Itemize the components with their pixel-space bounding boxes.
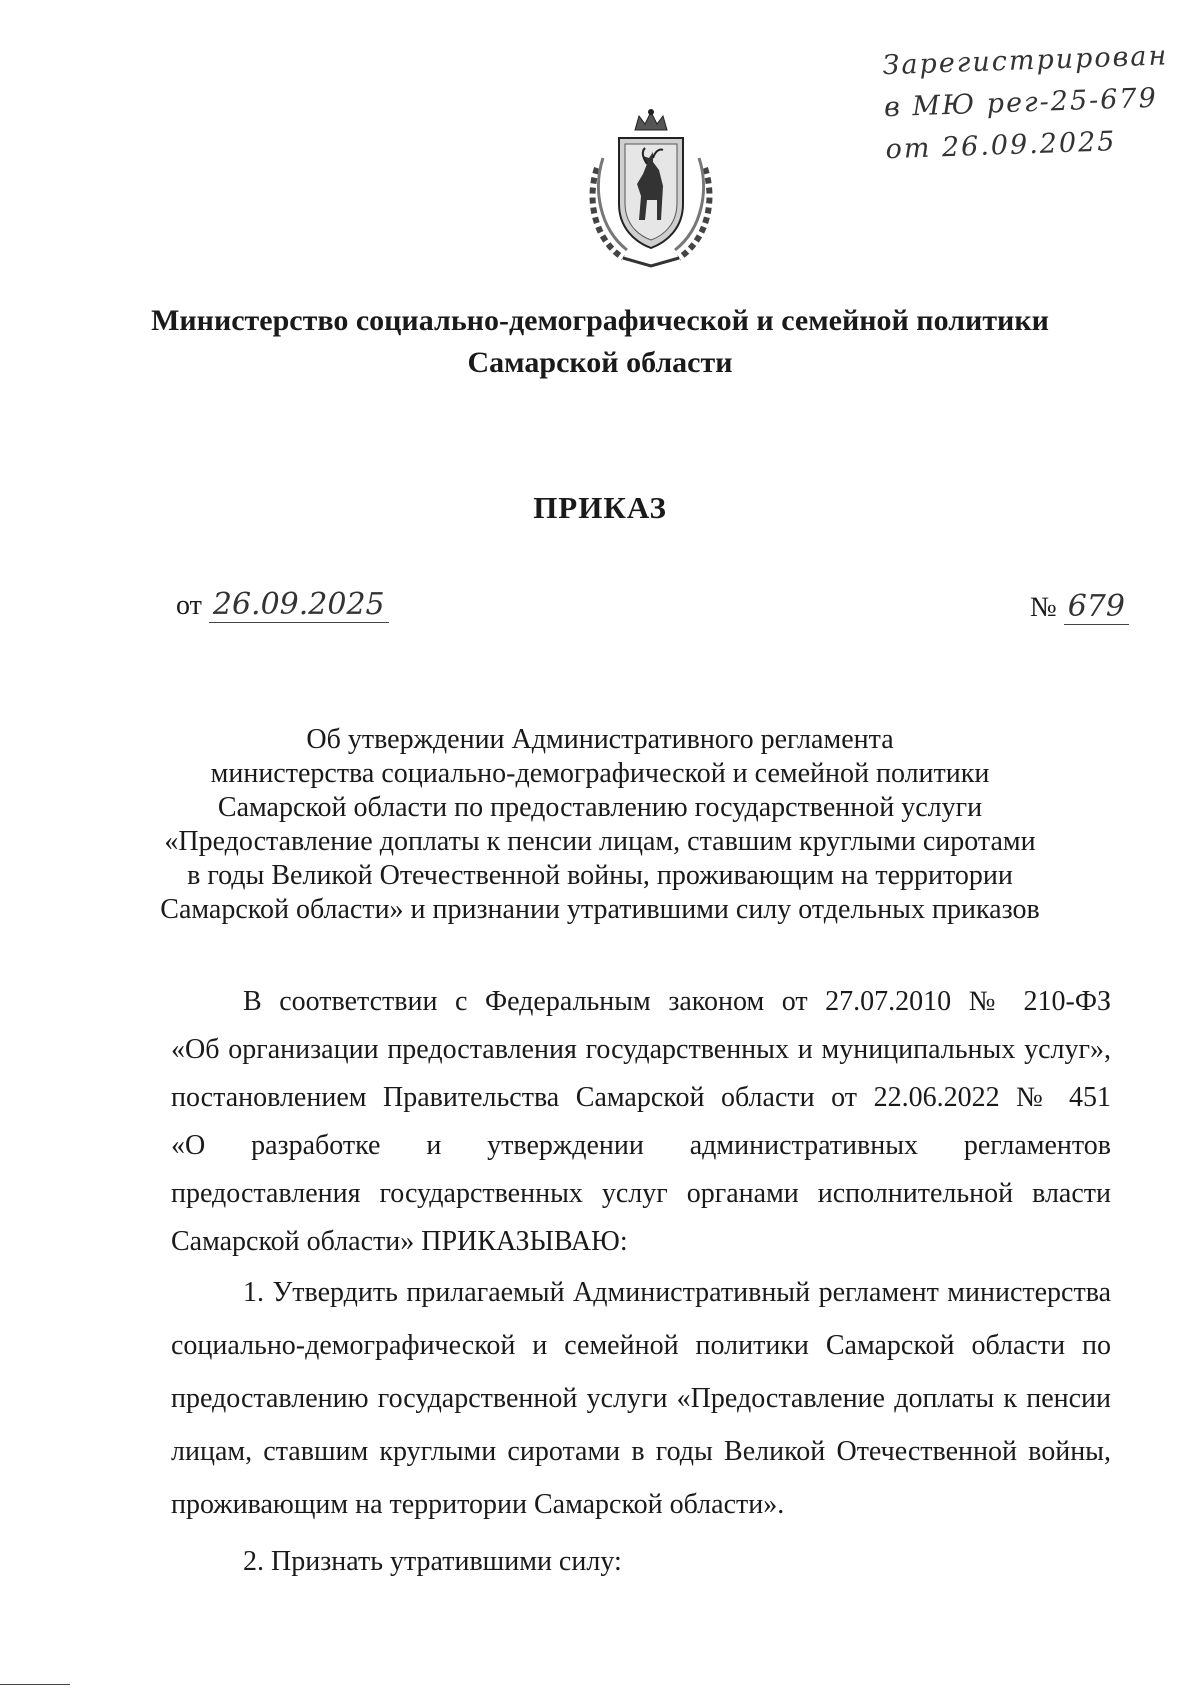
ministry-name (0, 300, 1200, 384)
preamble-paragraph (171, 978, 1111, 1266)
ministry-name-line: Самарской области (467, 346, 733, 379)
subject-line: министерства социально-демографической и семейной политики (210, 758, 990, 789)
document-date (176, 588, 389, 623)
subject-line: «Предоставление доплаты к пенсии лицам, ставшим круглыми сиротами (164, 826, 1036, 857)
subject-line: Самарской области по предоставлению государственной услуги (217, 792, 983, 823)
date-prefix: от (176, 590, 202, 621)
document-subject (120, 723, 1080, 927)
number-value: 679 (1064, 590, 1129, 625)
preamble-line: «О разработке и утверждении административных регламентов (171, 1130, 1111, 1161)
document-number (1030, 590, 1129, 625)
registration-note-line: Зарегистрирован (882, 40, 1169, 82)
preamble-line: постановлением Правительства Самарской области от 22.06.2022 № 451 (171, 1082, 1111, 1113)
registration-note (882, 35, 1186, 171)
preamble-line: В соответствии с Федеральным законом от 27.07.2010 № 210-ФЗ (243, 986, 1111, 1017)
number-prefix: № (1030, 592, 1057, 623)
document-title: ПРИКАЗ (533, 490, 667, 525)
registration-note-line: от 26.09.2025 (884, 126, 1117, 166)
samara-coat-of-arms-icon (583, 108, 719, 268)
preamble-line: предоставления государственных услуг органами исполнительной власти (171, 1178, 1111, 1209)
preamble-line: «Об организации предоставления государственных и муниципальных услуг», (171, 1034, 1111, 1065)
order-item: 2. Признать утратившими силу: (243, 1546, 622, 1577)
document-body (171, 978, 1111, 1588)
preamble-line: Самарской области» ПРИКАЗЫВАЮ: (171, 1226, 628, 1257)
subject-line: в годы Великой Отечественной войны, проживающим на территории (187, 860, 1013, 891)
page-edge-divider (0, 1684, 70, 1685)
ministry-name-line: Министерство социально-демографической и семейной политики (151, 304, 1049, 337)
subject-line: Об утверждении Административного регламента (306, 724, 894, 755)
registration-note-line: в МЮ рег-25-679 (883, 82, 1159, 124)
subject-line: Самарской области» и признании утратившими силу отдельных приказов (160, 894, 1040, 925)
date-value: 26.09.2025 (209, 588, 389, 623)
order-item: 1. Утвердить прилагаемый Административный регламент министерства социально-демографической и семейной политики Самарской области по предоставлению государственной услуги «Предоставление доплаты к пенсии лицам, ставшим круглыми сиротами в годы Великой Отечественной войны, проживающим на территории Самарской области». (171, 1277, 1111, 1520)
